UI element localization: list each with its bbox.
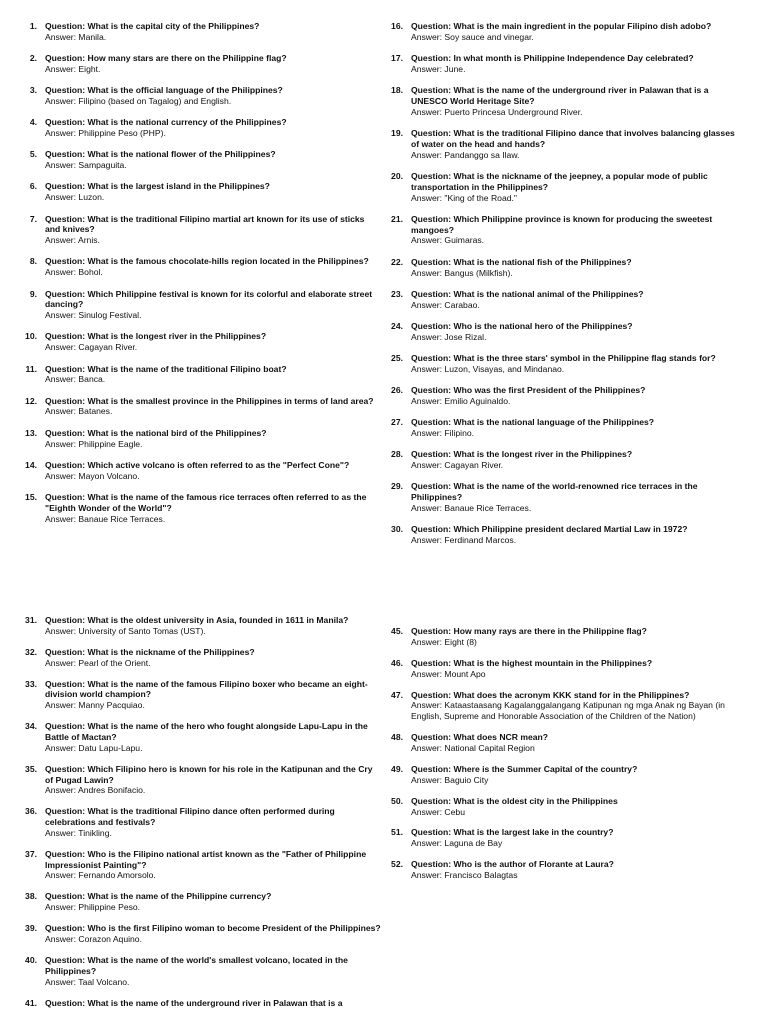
qa-body	[411, 385, 743, 407]
item-number: 2.	[29, 53, 37, 64]
answer-text: Answer: Pearl of the Orient.	[45, 657, 151, 668]
question-text: Question: What is the famous chocolate-hills region located in the Philippines?	[45, 256, 369, 267]
item-number: 38.	[25, 891, 37, 902]
question-text: Question: What is the national language of the Philippines?	[411, 417, 655, 428]
qa-body	[411, 626, 743, 648]
qa-body	[411, 658, 743, 680]
qa-body	[45, 806, 381, 838]
answer-text: Answer: Francisco Balagtas	[411, 870, 518, 881]
qa-item	[383, 764, 743, 786]
qa-item	[383, 257, 743, 279]
answer-text: Answer: Bangus (Milkfish).	[411, 267, 513, 278]
qa-body	[45, 849, 381, 881]
item-number: 40.	[25, 955, 37, 966]
question-text: Question: What is the traditional Filipino martial art known for its use of sticks and knives?	[45, 213, 365, 235]
item-number: 49.	[391, 763, 403, 774]
answer-text: Answer: Baguio City	[411, 774, 489, 785]
qa-item	[17, 256, 381, 278]
item-number: 11.	[25, 363, 37, 374]
question-text: Question: What is the traditional Filipino dance that involves balancing glasses of water on the head and hands?	[411, 128, 735, 149]
qa-item	[17, 647, 381, 669]
qa-item	[17, 85, 381, 107]
qa-item	[17, 117, 381, 139]
answer-text: Answer: Eight.	[45, 63, 101, 74]
qa-item	[383, 732, 743, 754]
item-number: 45.	[391, 626, 403, 636]
item-number: 41.	[25, 997, 37, 1008]
qa-item	[383, 626, 743, 648]
qa-body	[45, 21, 381, 43]
item-number: 50.	[391, 795, 403, 806]
qa-item	[383, 481, 743, 513]
qa-item	[17, 849, 381, 881]
qa-body	[45, 647, 381, 669]
qa-body	[411, 257, 743, 279]
qa-body	[411, 289, 743, 311]
item-number: 34.	[25, 721, 37, 732]
answer-text: Answer: Ferdinand Marcos.	[411, 535, 517, 546]
item-number: 22.	[391, 256, 403, 267]
qa-body	[411, 827, 743, 849]
item-number: 51.	[391, 827, 403, 838]
qa-item	[383, 417, 743, 439]
answer-text: Answer: "King of the Road."	[411, 192, 517, 203]
question-text: Question: Which Philippine province is known for producing the sweetest mangoes?	[411, 213, 713, 235]
qa-body	[45, 721, 381, 753]
item-number: 32.	[25, 646, 37, 657]
qa-body	[411, 449, 743, 471]
qa-body	[45, 998, 381, 1009]
answer-text: Answer: Batanes.	[45, 406, 113, 417]
answer-text: Answer: June.	[411, 63, 466, 74]
quiz-column-1	[17, 21, 381, 535]
qa-item	[17, 679, 381, 711]
question-text: Question: How many rays are there in the Philippine flag?	[411, 626, 647, 636]
item-number: 16.	[391, 21, 403, 31]
question-text: Question: What is the oldest university in Asia, founded in 1611 in Manila?	[45, 615, 349, 625]
qa-body	[411, 53, 743, 75]
question-text: Question: What is the name of the famous Filipino boxer who became an eight-division world champion?	[45, 678, 368, 700]
question-text: Question: Who is the author of Florante at Laura?	[411, 859, 614, 870]
question-text: Question: What is the name of the underground river in Palawan that is a	[45, 997, 343, 1008]
item-number: 3.	[29, 85, 37, 96]
item-number: 25.	[391, 353, 403, 364]
question-text: Question: Who was the first President of the Philippines?	[411, 385, 646, 396]
qa-body	[45, 117, 381, 139]
qa-item	[17, 289, 381, 321]
item-number: 7.	[29, 213, 37, 224]
answer-text: Answer: Mayon Volcano.	[45, 470, 140, 481]
qa-body	[45, 331, 381, 353]
question-text: Question: What is the national flower of the Philippines?	[45, 149, 276, 160]
question-text: Question: What is the official language of the Philippines?	[45, 85, 283, 96]
question-text: Question: What is the main ingredient in the popular Filipino dish adobo?	[411, 21, 712, 31]
answer-text: Answer: Bohol.	[45, 267, 103, 278]
qa-body	[45, 460, 381, 482]
question-text: Question: How many stars are there on the Philippine flag?	[45, 53, 287, 64]
qa-body	[45, 492, 381, 524]
question-text: Question: What is the name of the famous rice terraces often referred to as the "Eighth Wonder of the World"?	[45, 491, 367, 513]
answer-text: Answer: Banca.	[45, 374, 106, 385]
quiz-column-4	[383, 626, 743, 891]
question-text: Question: Which active volcano is often referred to as the "Perfect Cone"?	[45, 459, 350, 470]
qa-item	[383, 524, 743, 546]
qa-body	[45, 764, 381, 796]
qa-item	[17, 615, 381, 637]
question-text: Question: What is the smallest province in the Philippines in terms of land area?	[45, 395, 374, 406]
qa-item	[17, 181, 381, 203]
quiz-column-2	[383, 21, 743, 556]
qa-body	[45, 923, 381, 945]
qa-item	[383, 796, 743, 818]
question-text: Question: What is the name of the Philippine currency?	[45, 891, 272, 902]
answer-text: Answer: Tinikling.	[45, 827, 112, 838]
question-text: Question: Which Filipino hero is known for his role in the Katipunan and the Cry of Pugad Lawin?	[45, 763, 373, 785]
item-number: 8.	[29, 256, 37, 267]
qa-item	[17, 331, 381, 353]
qa-item	[17, 806, 381, 838]
answer-text: Answer: Emilio Aguinaldo.	[411, 395, 511, 406]
qa-item	[383, 827, 743, 849]
question-text: Question: What is the largest lake in the country?	[411, 827, 614, 838]
item-number: 13.	[25, 427, 37, 438]
item-number: 19.	[391, 128, 403, 139]
item-number: 12.	[25, 395, 37, 406]
qa-body	[411, 321, 743, 343]
question-text: Question: Who is the Filipino national artist known as the "Father of Philippine Impressionist Painting"?	[45, 848, 367, 870]
item-number: 36.	[25, 806, 37, 817]
question-text: Question: What is the nickname of the Philippines?	[45, 646, 255, 657]
qa-body	[411, 732, 743, 754]
answer-text: Answer: Eight (8)	[411, 636, 477, 647]
qa-item	[383, 859, 743, 881]
question-text: Question: Who is the national hero of the Philippines?	[411, 320, 633, 331]
question-text: Question: What is the name of the underground river in Palawan that is a UNESCO World Heritage Site?	[411, 85, 709, 106]
qa-body	[45, 615, 381, 637]
question-text: Question: Who is the first Filipino woman to become President of the Philippines?	[45, 923, 381, 934]
answer-text: Answer: Philippine Peso (PHP).	[45, 128, 166, 139]
answer-text: Answer: Laguna de Bay	[411, 838, 503, 849]
qa-body	[411, 171, 743, 203]
answer-text: Answer: Fernando Amorsolo.	[45, 870, 156, 881]
question-text: Question: What is the largest island in the Philippines?	[45, 181, 270, 192]
qa-item	[383, 658, 743, 680]
answer-text: Answer: Pandanggo sa Ilaw.	[411, 149, 520, 160]
question-text: Question: What is the capital city of the Philippines?	[45, 21, 260, 31]
item-number: 35.	[25, 763, 37, 774]
qa-item	[383, 385, 743, 407]
answer-text: Answer: University of Santo Tomas (UST).	[45, 625, 206, 636]
question-text: Question: What is the traditional Filipino dance often performed during celebrations and festivals?	[45, 806, 335, 828]
question-text: Question: What is the longest river in the Philippines?	[45, 331, 267, 342]
qa-body	[411, 214, 743, 246]
qa-item	[383, 289, 743, 311]
qa-body	[45, 891, 381, 913]
answer-text: Answer: Sinulog Festival.	[45, 310, 142, 321]
item-number: 21.	[391, 213, 403, 224]
item-number: 30.	[391, 524, 403, 535]
qa-item	[17, 396, 381, 418]
qa-item	[383, 690, 743, 722]
item-number: 10.	[25, 331, 37, 342]
qa-item	[17, 721, 381, 753]
qa-item	[17, 955, 381, 987]
question-text: Question: Where is the Summer Capital of the country?	[411, 763, 638, 774]
answer-text: Answer: Andres Bonifacio.	[45, 785, 146, 796]
question-text: Question: What is the oldest city in the Philippines	[411, 795, 618, 806]
quiz-column-3	[17, 615, 381, 1019]
qa-item	[17, 923, 381, 945]
question-text: Question: What is the name of the world's smallest volcano, located in the Philippines?	[45, 955, 348, 976]
qa-body	[45, 181, 381, 203]
qa-item	[383, 21, 743, 43]
item-number: 18.	[391, 85, 403, 96]
item-number: 17.	[391, 53, 403, 64]
qa-body	[45, 256, 381, 278]
answer-text: Answer: Philippine Peso.	[45, 902, 141, 913]
qa-item	[17, 21, 381, 43]
item-number: 6.	[29, 181, 37, 192]
answer-text: Answer: Banaue Rice Terraces.	[45, 513, 166, 524]
answer-text: Answer: Carabao.	[411, 299, 480, 310]
qa-body	[45, 289, 381, 321]
item-number: 9.	[29, 288, 37, 299]
qa-body	[45, 428, 381, 450]
qa-item	[17, 214, 381, 246]
qa-item	[17, 891, 381, 913]
answer-text: Answer: Jose Rizal.	[411, 331, 487, 342]
item-number: 14.	[25, 459, 37, 470]
qa-item	[383, 321, 743, 343]
answer-text: Answer: Mount Apo	[411, 668, 486, 679]
qa-body	[411, 764, 743, 786]
answer-text: Answer: Philippine Eagle.	[45, 438, 143, 449]
question-text: Question: What is the highest mountain in the Philippines?	[411, 657, 653, 668]
answer-text: Answer: Filipino (based on Tagalog) and English.	[45, 95, 232, 106]
answer-text: Answer: Taal Volcano.	[45, 976, 130, 987]
item-number: 47.	[391, 689, 403, 700]
qa-body	[45, 955, 381, 987]
qa-body	[411, 524, 743, 546]
answer-text: Answer: Banaue Rice Terraces.	[411, 503, 532, 513]
item-number: 20.	[391, 170, 403, 181]
qa-body	[411, 859, 743, 881]
item-number: 24.	[391, 320, 403, 331]
question-text: Question: What does NCR mean?	[411, 732, 549, 743]
answer-text: Answer: Kataastaasang Kagalanggalangang Katipunan ng mga Anak ng Bayan (in English, Supreme and Honorable Association of the Children of the Nation)	[411, 700, 725, 722]
answer-text: Answer: Cagayan River.	[411, 460, 504, 471]
answer-text: Answer: Guimaras.	[411, 235, 485, 246]
qa-item	[383, 53, 743, 75]
qa-body	[411, 85, 743, 117]
item-number: 52.	[391, 859, 403, 870]
item-number: 15.	[25, 491, 37, 502]
answer-text: Answer: Luzon.	[45, 192, 105, 203]
qa-item	[17, 428, 381, 450]
qa-item	[17, 492, 381, 524]
answer-text: Answer: Manny Pacquiao.	[45, 700, 145, 711]
item-number: 33.	[25, 678, 37, 689]
answer-text: Answer: Manila.	[45, 31, 107, 42]
question-text: Question: What is the nickname of the jeepney, a popular mode of public transportation in the Philippines?	[411, 170, 708, 192]
item-number: 29.	[391, 481, 403, 492]
question-text: Question: What is the name of the world-renowned rice terraces in the Philippines?	[411, 481, 698, 503]
answer-text: Answer: Sampaguita.	[45, 160, 127, 171]
answer-text: Answer: Arnis.	[45, 235, 100, 246]
qa-body	[411, 481, 743, 513]
qa-body	[45, 364, 381, 386]
qa-body	[411, 353, 743, 375]
qa-body	[45, 396, 381, 418]
item-number: 46.	[391, 657, 403, 668]
item-number: 37.	[25, 848, 37, 859]
answer-text: Answer: Luzon, Visayas, and Mindanao.	[411, 363, 565, 374]
qa-body	[411, 690, 743, 722]
question-text: Question: What is the name of the hero who fought alongside Lapu-Lapu in the Battle of Mactan?	[45, 721, 368, 742]
answer-text: Answer: Cebu	[411, 806, 465, 817]
question-text: Question: Which Philippine festival is known for its colorful and elaborate street dancing?	[45, 288, 373, 310]
question-text: Question: What is the national bird of the Philippines?	[45, 427, 267, 438]
qa-body	[411, 796, 743, 818]
question-text: Question: In what month is Philippine Independence Day celebrated?	[411, 53, 694, 64]
answer-text: Answer: Soy sauce and vinegar.	[411, 31, 534, 42]
item-number: 28.	[391, 449, 403, 460]
qa-item	[383, 214, 743, 246]
qa-item	[17, 149, 381, 171]
qa-item	[383, 128, 743, 160]
qa-item	[17, 364, 381, 386]
question-text: Question: What is the name of the traditional Filipino boat?	[45, 363, 287, 374]
question-text: Question: What is the national currency of the Philippines?	[45, 117, 287, 128]
qa-body	[411, 417, 743, 439]
qa-item	[17, 764, 381, 796]
qa-item	[17, 998, 381, 1009]
item-number: 48.	[391, 732, 403, 743]
qa-body	[45, 85, 381, 107]
item-number: 23.	[391, 288, 403, 299]
answer-text: Answer: Datu Lapu-Lapu.	[45, 742, 143, 753]
item-number: 26.	[391, 385, 403, 396]
qa-item	[383, 171, 743, 203]
answer-text: Answer: Cagayan River.	[45, 342, 138, 353]
item-number: 1.	[29, 21, 37, 31]
item-number: 31.	[25, 615, 37, 625]
qa-item	[383, 353, 743, 375]
qa-item	[383, 85, 743, 117]
qa-body	[45, 149, 381, 171]
qa-body	[45, 679, 381, 711]
answer-text: Answer: Filipino.	[411, 428, 475, 439]
qa-item	[17, 53, 381, 75]
question-text: Question: What does the acronym KKK stand for in the Philippines?	[411, 689, 690, 700]
item-number: 4.	[29, 117, 37, 128]
answer-text: Answer: Corazon Aquino.	[45, 934, 142, 945]
qa-item	[17, 460, 381, 482]
qa-item	[383, 449, 743, 471]
answer-text: Answer: National Capital Region	[411, 742, 535, 753]
question-text: Question: What is the national fish of the Philippines?	[411, 256, 632, 267]
qa-body	[45, 53, 381, 75]
question-text: Question: What is the longest river in the Philippines?	[411, 449, 633, 460]
qa-body	[411, 128, 743, 160]
qa-body	[45, 214, 381, 246]
question-text: Question: What is the national animal of the Philippines?	[411, 288, 644, 299]
qa-body	[411, 21, 743, 43]
item-number: 27.	[391, 417, 403, 428]
item-number: 39.	[25, 923, 37, 934]
item-number: 5.	[29, 149, 37, 160]
answer-text: Answer: Puerto Princesa Underground River.	[411, 106, 583, 117]
question-text: Question: What is the three stars' symbol in the Philippine flag stands for?	[411, 353, 716, 364]
question-text: Question: Which Philippine president declared Martial Law in 1972?	[411, 524, 688, 535]
